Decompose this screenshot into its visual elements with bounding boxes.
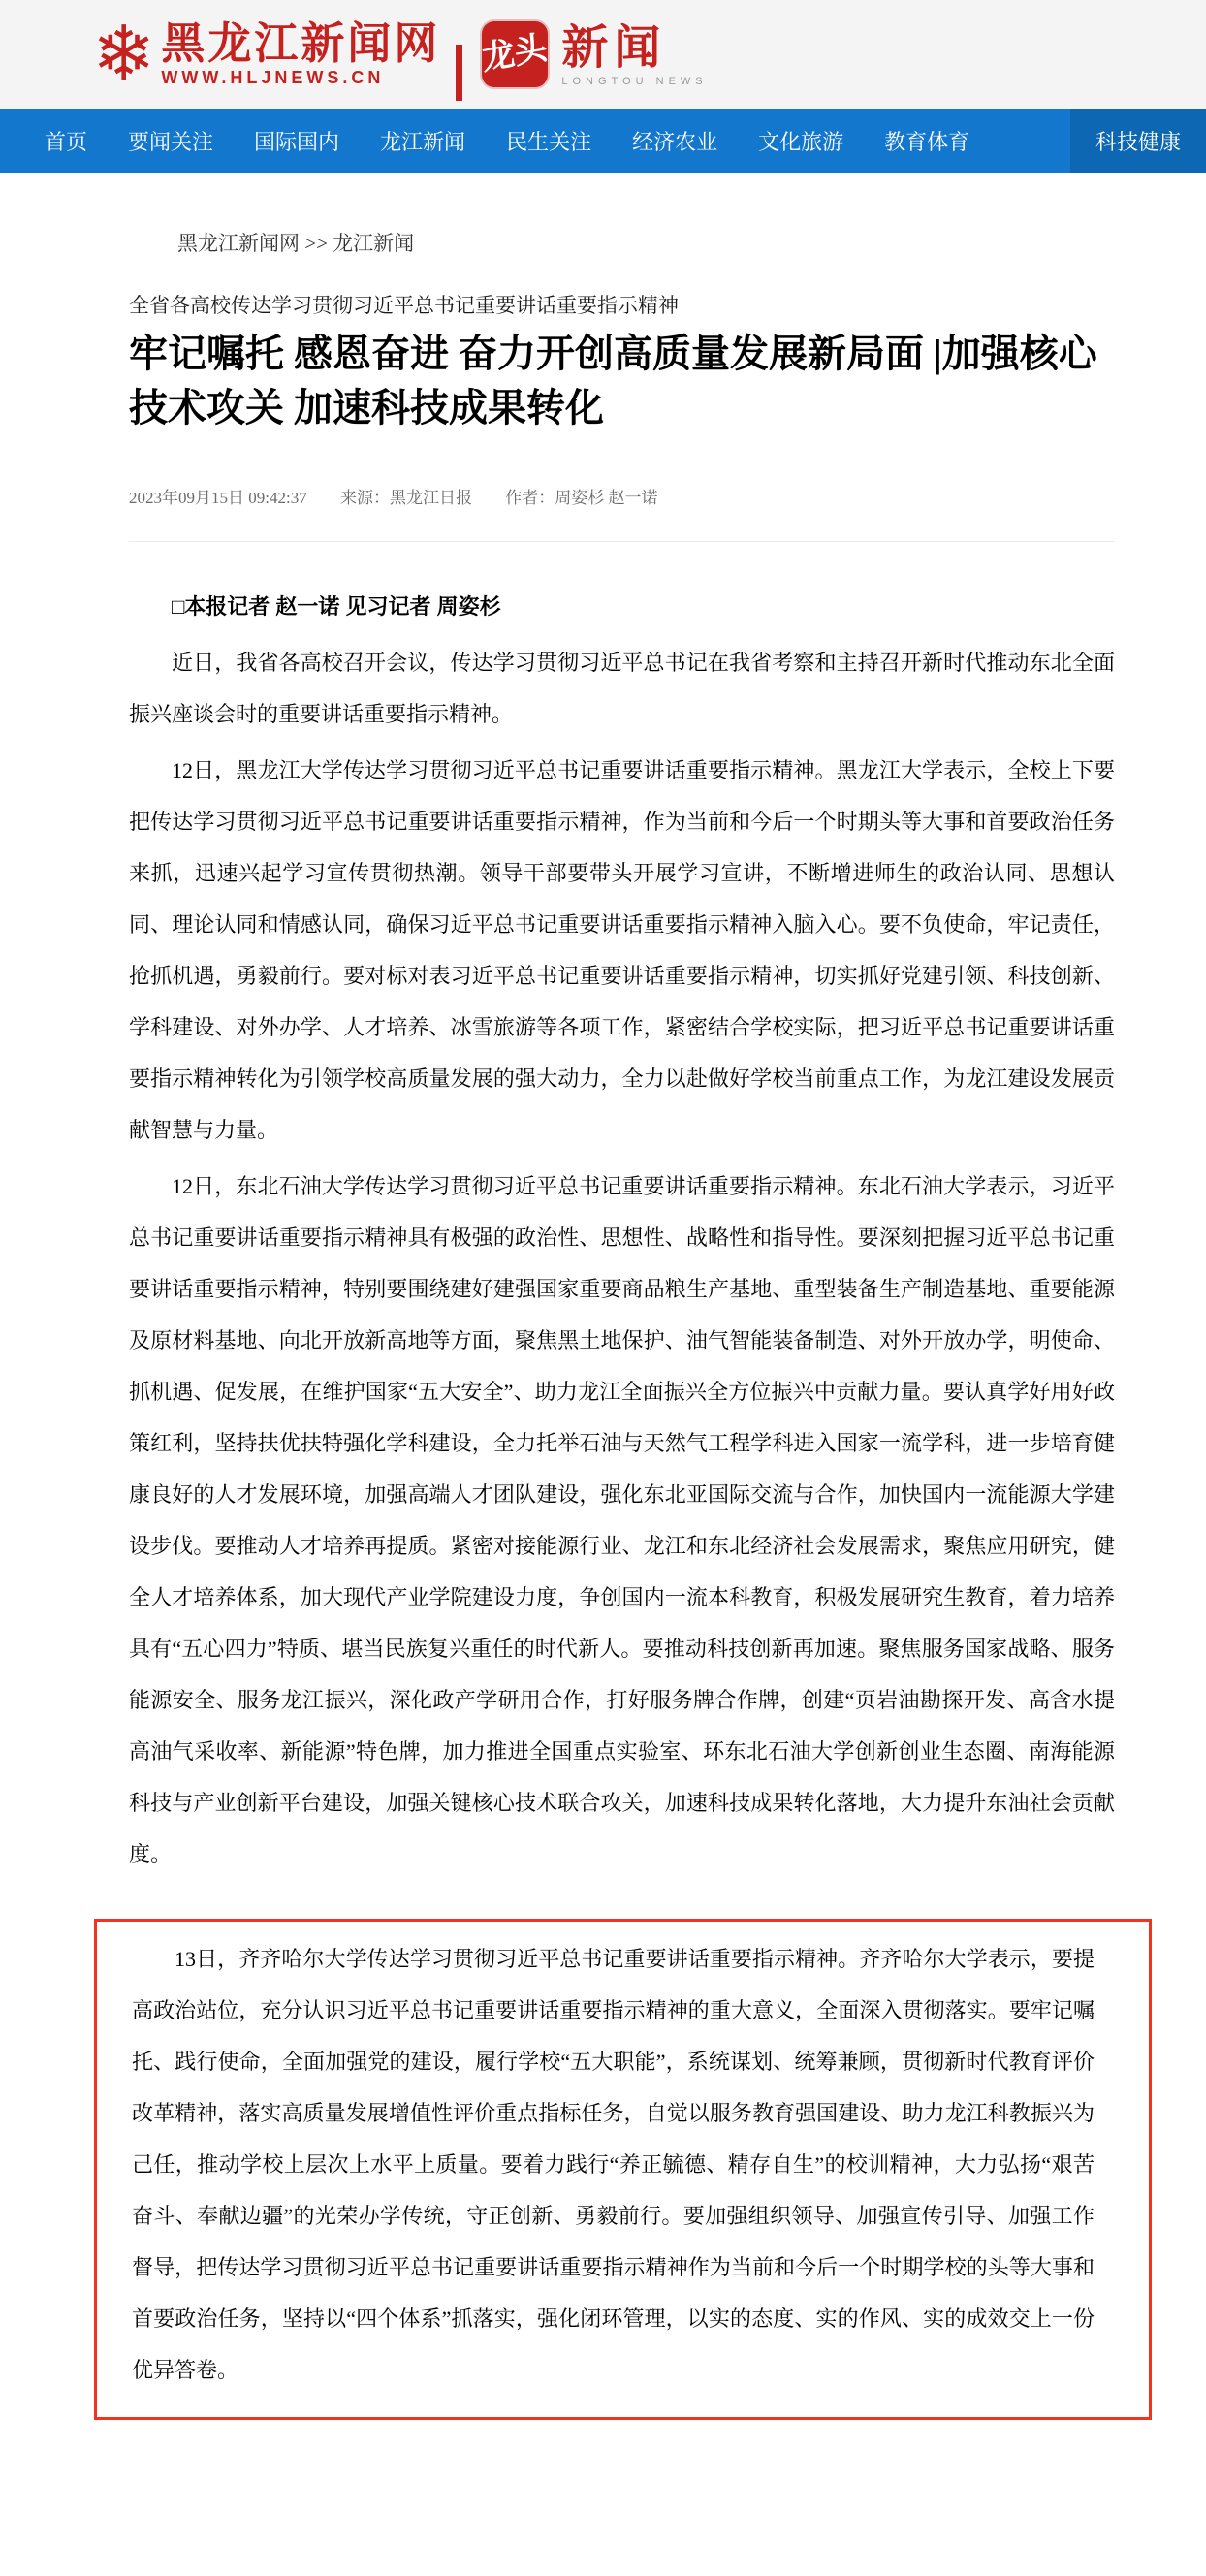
site-logo[interactable] — [92, 10, 441, 98]
article-page-content — [129, 228, 1115, 2478]
article-paragraph: 12日，黑龙江大学传达学习贯彻习近平总书记重要讲话重要指示精神。黑龙江大学表示，全校上下要把传达学习贯彻习近平总书记重要讲话重要指示精神，作为当前和今后一个时期头等大事和首要政治任务来抓，迅速兴起学习宣传贯彻热潮。领导干部要带头开展学习宣讲，不断增进师生的政治认同、思想认同、理论认同和情感认同，确保习近平总书记重要讲话重要指示精神入脑入心。要不负使命，牢记责任，抢抓机遇，勇毅前行。要对标对表习近平总书记重要讲话重要指示精神，切实抓好党建引领、科技创新、学科建设、对外办学、人才培养、冰雪旅游等各项工作，紧密结合学校实际，把习近平总书记重要讲话重要指示精神转化为引领学校高质量发展的强大动力，全力以赴做好学校当前重点工作，为龙江建设发展贡献智慧与力量。 — [129, 758, 1115, 1142]
nav-item-longjiang-news[interactable]: 龙江新闻 — [380, 129, 466, 154]
header-inner — [0, 0, 1206, 109]
breadcrumb[interactable]: 黑龙江新闻网 >> 龙江新闻 — [177, 232, 415, 255]
site-logo-text — [161, 17, 441, 88]
logo-divider — [456, 45, 462, 101]
main-nav — [0, 109, 1206, 173]
site-header — [0, 0, 1206, 109]
article-paragraph: 12日，东北石油大学传达学习贯彻习近平总书记重要讲话重要指示精神。东北石油大学表示，习近平总书记重要讲话重要指示精神具有极强的政治性、思想性、战略性和指导性。要深刻把握习近平总书记重要讲话重要指示精神，特别要围绕建好建强国家重要商品粮生产基地、重型装备生产制造基地、重要能源及原材料基地、向北开放新高地等方面，聚焦黑土地保护、油气智能装备制造、对外开放办学，明使命、抓机遇、促发展，在维护国家“五大安全”、助力龙江全面振兴全方位振兴中贡献力量。要认真学好用好政策红利，坚持扶优扶特强化学科建设，全力托举石油与天然气工程学科进入国家一流学科，进一步培育健康良好的人才发展环境，加强高端人才团队建设，强化东北亚国际交流与合作，加快国内一流能源大学建设步伐。要推动人才培养再提质。紧密对接能源行业、龙江和东北经济社会发展需求，聚焦应用研究，健全人才培养体系，加大现代产业学院建设力度，争创国内一流本科教育，积极发展研究生教育，着力培养具有“五心四力”特质、堪当民族复兴重任的时代新人。要推动科技创新再加速。聚焦服务国家战略、服务能源安全、服务龙江振兴，深化政产学研用合作，打好服务牌合作牌，创建“页岩油勘探开发、高含水提高油气采收率、新能源”特色牌，加力推进全国重点实验室、环东北石油大学创新创业生态圈、南海能源科技与产业创新平台建设，加强关键核心技术联合攻关，加速科技成果转化落地，大力提升东油社会贡献度。 — [129, 1174, 1115, 1866]
publish-date: 2023年09月15日 09:42:37 — [129, 489, 307, 507]
annotation-highlight-box — [94, 1919, 1152, 2420]
nav-item-culture-tourism[interactable]: 文化旅游 — [758, 129, 844, 154]
page-bottom-space — [129, 2420, 1115, 2478]
highlighted-paragraph: 13日，齐齐哈尔大学传达学习贯彻习近平总书记重要讲话重要指示精神。齐齐哈尔大学表示，要提高政治站位，充分认识习近平总书记重要讲话重要指示精神的重大意义，全面深入贯彻落实。要牢记嘱托、践行使命，全面加强党的建设，履行学校“五大职能”，系统谋划、统筹兼顾，贯彻新时代教育评价改革精神，落实高质量发展增值性评价重点指标任务，自觉以服务教育强国建设、助力龙江科教振兴为己任，推动学校上层次上水平上质量。要着力践行“养正毓德、精存自生”的校训精神，大力弘扬“艰苦奋斗、奉献边疆”的光荣办学传统，守正创新、勇毅前行。要加强组织领导、加强宣传引导、加强工作督导，把传达学习贯彻习近平总书记重要讲话重要指示精神作为当前和今后一个时期学校的头等大事和首要政治任务，坚持以“四个体系”抓落实，强化闭环管理，以实的态度、实的作风、实的成效交上一份优异答卷。 — [132, 1947, 1095, 2382]
page-title: 牢记嘱托 感恩奋进 奋力开创高质量发展新局面 |加强核心技术攻关 加速科技成果转化 — [129, 332, 1097, 429]
article-paragraph: 近日，我省各高校召开会议，传达学习贯彻习近平总书记在我省考察和主持召开新时代推动东北全面振兴座谈会时的重要讲话重要指示精神。 — [129, 651, 1115, 726]
article-paragraphs — [129, 637, 1115, 1880]
nav-item-economy-agriculture[interactable]: 经济农业 — [632, 129, 718, 154]
snowflake-logo-icon: ❄ — [92, 10, 156, 98]
article-kicker: 全省各高校传达学习贯彻习近平总书记重要讲话重要指示精神 — [129, 295, 679, 317]
partner-subtitle: LONGTOU NEWS — [561, 76, 708, 87]
article-author: 作者：周姿杉 赵一诺 — [505, 489, 658, 507]
longtou-seal-icon — [482, 21, 548, 87]
nav-item-livelihood[interactable]: 民生关注 — [506, 129, 592, 154]
seal-text: 龙头 — [480, 30, 550, 78]
partner-name: 新闻 — [561, 21, 667, 74]
partner-logo-text — [561, 21, 708, 87]
nav-items — [0, 109, 1206, 173]
nav-item-education-sports[interactable]: 教育体育 — [884, 129, 970, 154]
article-meta — [129, 484, 1115, 508]
site-url: WWW.HLJNEWS.CN — [161, 68, 385, 88]
site-name: 黑龙江新闻网 — [161, 17, 441, 68]
article-body — [129, 581, 1115, 2420]
article-source: 来源：黑龙江日报 — [339, 489, 472, 507]
partner-logo[interactable] — [482, 21, 707, 87]
byline: □本报记者 赵一诺 见习记者 周姿杉 — [172, 594, 501, 619]
nav-item-china-world[interactable]: 国际国内 — [254, 129, 340, 154]
nav-item-tech-health[interactable]: 科技健康 — [1070, 109, 1206, 173]
meta-divider — [129, 541, 1115, 542]
nav-item-key-news[interactable]: 要闻关注 — [128, 129, 214, 154]
nav-item-home[interactable]: 首页 — [45, 129, 88, 154]
